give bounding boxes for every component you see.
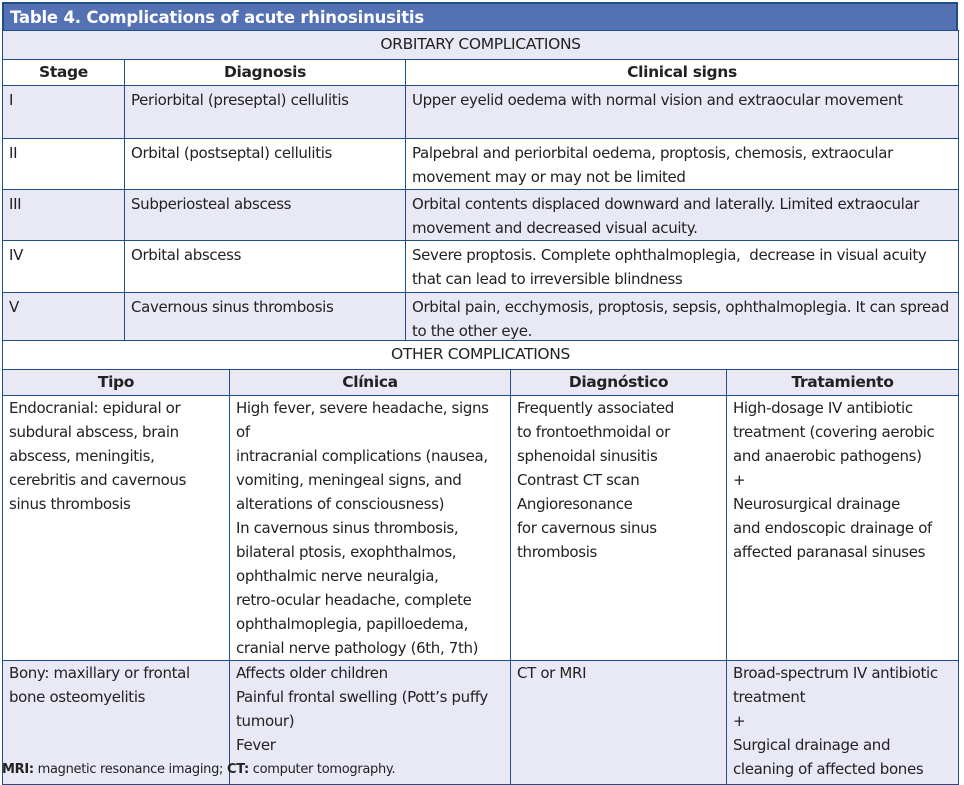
orbitary-complications-table	[2, 30, 959, 344]
text-line: retro-ocular headache, complete	[236, 591, 472, 609]
table-row-stage-iv	[3, 241, 959, 293]
text-line: intracranial complications (nausea,	[236, 447, 488, 465]
text-line: Affects older children	[236, 664, 388, 682]
text-line: that can lead to irreversible blindness	[412, 270, 683, 288]
column-header-diagnostico: Diagnóstico	[511, 370, 727, 396]
text-line: Bony: maxillary or frontal	[9, 664, 190, 682]
text-line: cleaning of affected bones	[733, 760, 924, 778]
clinical-signs-cell	[406, 241, 959, 293]
text-line: Frequently associated	[517, 399, 674, 417]
text-line: Angioresonance	[517, 495, 633, 513]
footnote-abbr-mri: MRI:	[2, 762, 34, 777]
text-line: Broad-spectrum IV antibiotic	[733, 664, 938, 682]
text-line: Surgical drainage and	[733, 736, 891, 754]
clinical-signs-cell	[406, 293, 959, 344]
text-line: Upper eyelid oedema with normal vision and extraocular movement	[412, 91, 903, 109]
tratamiento-cell	[727, 396, 959, 661]
text-line: Severe proptosis. Complete ophthalmoplegia, decrease in visual acuity	[412, 246, 927, 264]
column-header-clinical-signs: Clinical signs	[406, 60, 959, 86]
text-line: subdural abscess, brain	[9, 423, 179, 441]
section-title-orbitary: ORBITARY COMPLICATIONS	[3, 31, 959, 60]
column-header-tipo: Tipo	[3, 370, 230, 396]
text-line: and anaerobic pathogens)	[733, 447, 922, 465]
column-header-diagnosis: Diagnosis	[125, 60, 406, 86]
column-header-stage: Stage	[3, 60, 125, 86]
clinical-signs-cell	[406, 86, 959, 139]
text-line: for cavernous sinus	[517, 519, 657, 537]
table-row-stage-v	[3, 293, 959, 344]
section-title-other: OTHER COMPLICATIONS	[3, 341, 959, 370]
text-line: ophthalmic nerve neuralgia,	[236, 567, 439, 585]
stage-cell: II	[3, 139, 125, 190]
text-line: to frontoethmoidal or	[517, 423, 670, 441]
footnote	[2, 762, 395, 777]
footnote-text-ct: computer tomography.	[248, 762, 396, 777]
diagnostico-cell	[511, 661, 727, 785]
text-line: Painful frontal swelling (Pott’s puffy	[236, 688, 488, 706]
diagnosis-cell: Orbital abscess	[125, 241, 406, 293]
stage-cell: IV	[3, 241, 125, 293]
text-line: Neurosurgical drainage	[733, 495, 901, 513]
clinical-signs-cell	[406, 190, 959, 241]
tipo-cell	[3, 396, 230, 661]
text-line: ophthalmoplegia, papilloedema,	[236, 615, 469, 633]
text-line: alterations of consciousness)	[236, 495, 445, 513]
table-row-endocranial	[3, 396, 959, 661]
text-line: High-dosage IV antibiotic	[733, 399, 913, 417]
diagnosis-cell: Cavernous sinus thrombosis	[125, 293, 406, 344]
table-title: Table 4. Complications of acute rhinosinusitis	[2, 2, 958, 30]
stage-cell: V	[3, 293, 125, 344]
diagnosis-cell: Periorbital (preseptal) cellulitis	[125, 86, 406, 139]
text-line: sinus thrombosis	[9, 495, 131, 513]
text-line: bilateral ptosis, exophthalmos,	[236, 543, 457, 561]
text-line: vomiting, meningeal signs, and	[236, 471, 462, 489]
plus-sign: +	[733, 712, 746, 730]
text-line: Palpebral and periorbital oedema, proptosis, chemosis, extraocular	[412, 144, 893, 162]
text-line: cerebritis and cavernous	[9, 471, 187, 489]
text-line: Contrast CT scan	[517, 471, 640, 489]
text-line: Orbital pain, ecchymosis, proptosis, sepsis, ophthalmoplegia. It can spread	[412, 298, 949, 316]
text-line: sphenoidal sinusitis	[517, 447, 658, 465]
stage-cell: III	[3, 190, 125, 241]
text-line: movement may or may not be limited	[412, 168, 686, 186]
table-row-stage-i	[3, 86, 959, 139]
text-line: tumour)	[236, 712, 295, 730]
clinical-signs-cell	[406, 139, 959, 190]
text-line: cranial nerve pathology (6th, 7th)	[236, 639, 479, 657]
text-line: treatment (covering aerobic	[733, 423, 935, 441]
other-complications-table	[2, 340, 959, 785]
tratamiento-cell	[727, 661, 959, 785]
table-row-stage-ii	[3, 139, 959, 190]
clinica-cell	[230, 396, 511, 661]
diagnostico-cell	[511, 396, 727, 661]
text-line: treatment	[733, 688, 806, 706]
column-header-clinica: Clínica	[230, 370, 511, 396]
text-line: abscess, meningitis,	[9, 447, 155, 465]
plus-sign: +	[733, 471, 746, 489]
text-line: Orbital contents displaced downward and laterally. Limited extraocular	[412, 195, 920, 213]
text-line: In cavernous sinus thrombosis,	[236, 519, 459, 537]
text-line: High fever, severe headache, signs of	[236, 399, 489, 441]
text-line: bone osteomyelitis	[9, 688, 146, 706]
stage-cell: I	[3, 86, 125, 139]
text-line: Endocranial: epidural or	[9, 399, 181, 417]
text-line: to the other eye.	[412, 322, 533, 340]
text-line: thrombosis	[517, 543, 598, 561]
table-row-stage-iii	[3, 190, 959, 241]
diagnosis-cell: Orbital (postseptal) cellulitis	[125, 139, 406, 190]
text-line: Fever	[236, 736, 276, 754]
footnote-text-mri: magnetic resonance imaging;	[33, 762, 227, 777]
footnote-abbr-ct: CT:	[226, 762, 249, 777]
diagnosis-cell: Subperiosteal abscess	[125, 190, 406, 241]
text-line: movement and decreased visual acuity.	[412, 219, 698, 237]
text-line: CT or MRI	[517, 664, 587, 682]
column-header-tratamiento: Tratamiento	[727, 370, 959, 396]
text-line: and endoscopic drainage of	[733, 519, 932, 537]
text-line: affected paranasal sinuses	[733, 543, 926, 561]
